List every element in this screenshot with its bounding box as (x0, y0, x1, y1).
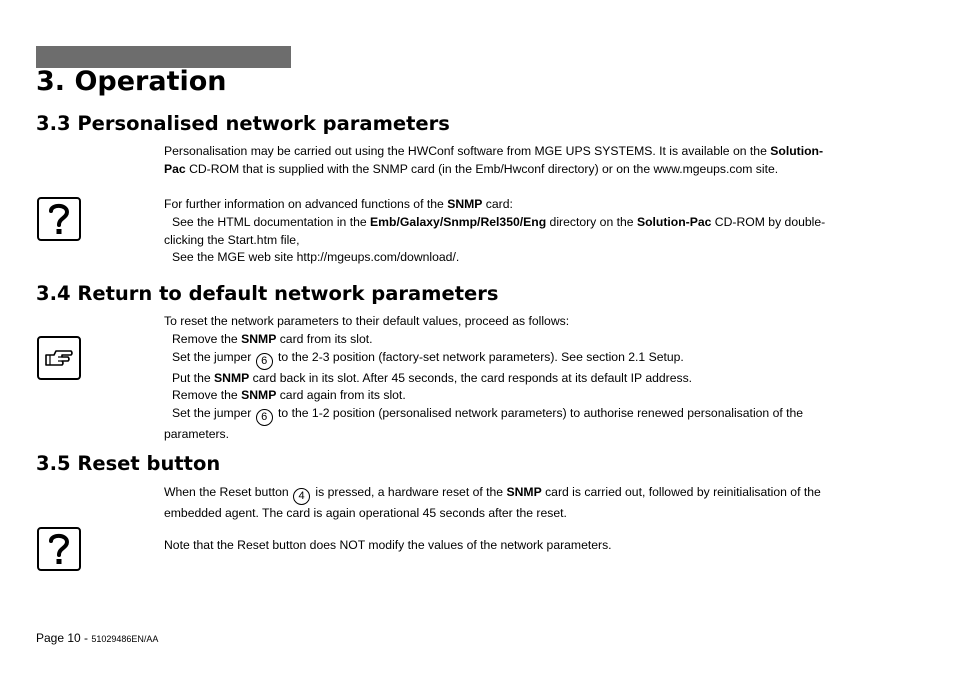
bold-text: SNMP (214, 370, 250, 385)
text: For further information on advanced functions of the (164, 197, 448, 211)
text: to the 1-2 position (personalised network parameters) to authorise renewed personalisation of the (274, 406, 804, 421)
text: clicking the Start.htm file, (164, 232, 300, 247)
bold-text: SNMP (447, 197, 483, 211)
text: Set the jumper (172, 406, 255, 421)
text: embedded agent. The card is again operational 45 seconds after the reset. (164, 506, 567, 520)
text: Remove the (172, 331, 242, 346)
question-icon (37, 527, 81, 571)
reset-button-number-badge: 4 (293, 488, 310, 505)
text: card back in its slot. After 45 seconds, the card responds at its default IP address. (249, 370, 693, 385)
text: CD-ROM that is supplied with the SNMP card (in the Emb/Hwconf directory) or on the www.mgeups.com site. (185, 161, 779, 176)
bold-text: SNMP (241, 331, 277, 346)
document-reference: 51029486EN/AA (91, 634, 159, 644)
question-icon (37, 197, 81, 241)
paragraph-3-5-note (164, 537, 864, 555)
paragraph-3-4-steps (164, 313, 864, 444)
text: Put the (172, 370, 215, 385)
paragraph-3-5-reset (164, 484, 864, 523)
text: directory on the (546, 214, 637, 229)
question-icon-glyph (48, 202, 70, 236)
text: Set the jumper (172, 349, 255, 364)
paragraph-3-3-intro (164, 143, 864, 179)
bold-text: SNMP (506, 485, 542, 499)
heading-3-4: 3.4 Return to default network parameters (36, 282, 499, 305)
text: See the HTML documentation in the (172, 214, 371, 229)
text: card from its slot. (276, 331, 373, 346)
bold-text: Emb/Galaxy/Snmp/Rel350/Eng (370, 214, 547, 229)
text: Remove the (172, 388, 242, 403)
bold-text: Pac (164, 161, 186, 176)
text: See the MGE web site http://mgeups.com/download/. (172, 250, 460, 265)
text: card is carried out, followed by reinitialisation of the (541, 485, 821, 499)
jumper-number-badge: 6 (256, 353, 273, 370)
question-icon-glyph (48, 532, 70, 566)
bold-text: Solution-Pac (636, 214, 712, 229)
text: card again from its slot. (276, 388, 406, 403)
paragraph-3-3-further-info (164, 196, 864, 267)
pointing-hand-icon (37, 336, 81, 380)
text: Personalisation may be carried out using the HWConf software from MGE UPS SYSTEMS. It is available on the (164, 144, 771, 158)
text: CD-ROM by double- (711, 214, 826, 229)
heading-3-3: 3.3 Personalised network parameters (36, 112, 450, 135)
bold-text: SNMP (241, 388, 277, 403)
page-number: Page 10 - (36, 631, 92, 645)
pointing-hand-icon-glyph (44, 347, 74, 369)
section-title: 3. Operation (36, 66, 227, 97)
bold-text: Solution- (770, 144, 824, 158)
text: parameters. (164, 427, 230, 442)
heading-3-5: 3.5 Reset button (36, 452, 221, 475)
jumper-number-badge: 6 (256, 409, 273, 426)
text: When the Reset button (164, 485, 293, 499)
text: to the 2-3 position (factory-set network parameters). See section 2.1 Setup. (274, 349, 684, 364)
text: is pressed, a hardware reset of the (312, 485, 507, 499)
text: Note that the Reset button does NOT modify the values of the network parameters. (164, 538, 612, 552)
text: card: (482, 197, 513, 211)
page-footer (36, 631, 158, 645)
text: To reset the network parameters to their default values, proceed as follows: (164, 314, 570, 328)
